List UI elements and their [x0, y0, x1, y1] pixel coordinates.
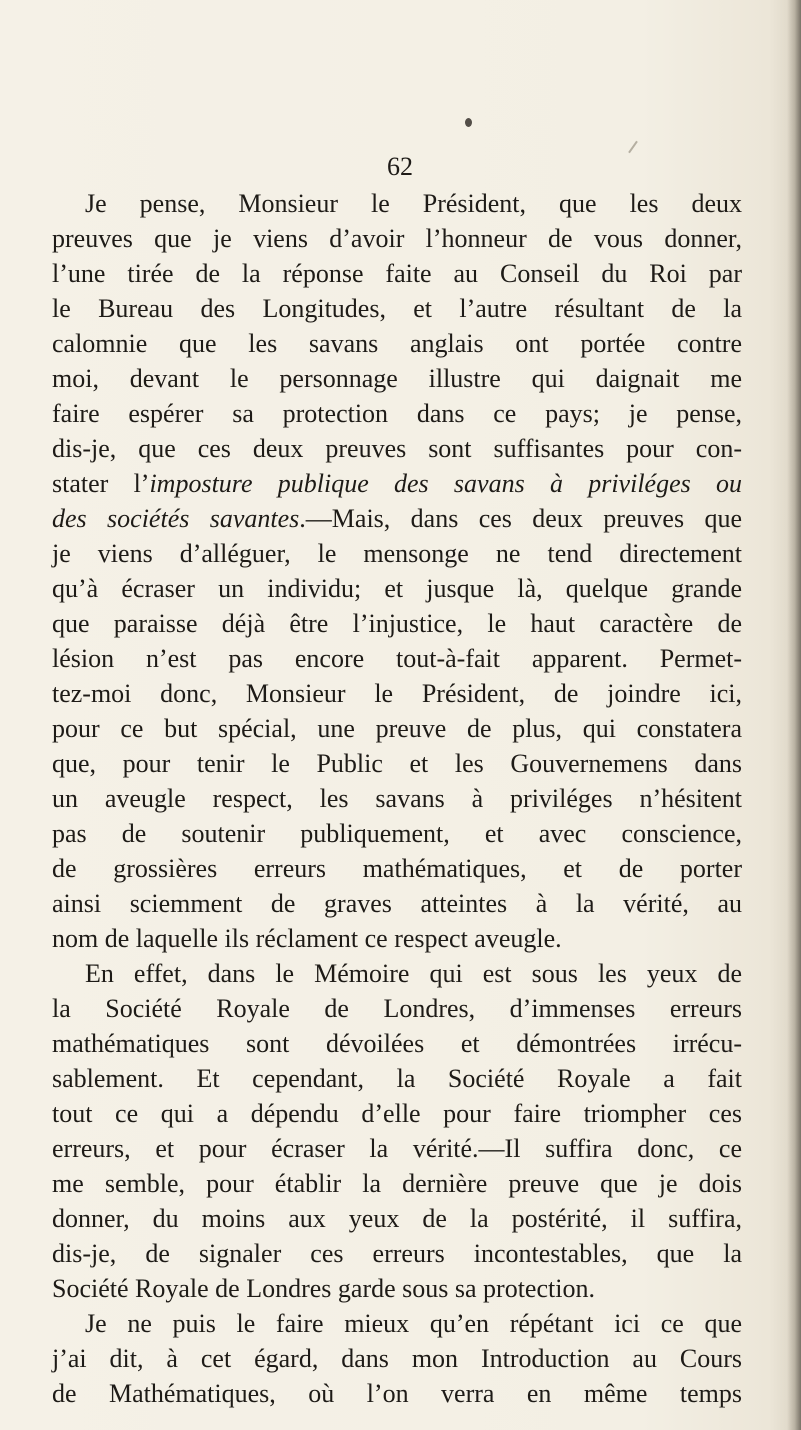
- italic-phrase: des sociétés savantes: [52, 504, 300, 533]
- text-line: que, pour tenir le Public et les Gouvernemens dans: [52, 749, 742, 778]
- text-line-mixed: [52, 466, 742, 501]
- text-line: preuves que je viens d’avoir l’honneur de vous donner,: [52, 224, 742, 253]
- text-line: me semble, pour établir la dernière preuve que je dois: [52, 1169, 742, 1198]
- text-line: pour ce but spécial, une preuve de plus, qui constatera: [52, 714, 742, 743]
- text-line: nom de laquelle ils réclament ce respect aveugle.: [52, 924, 562, 953]
- text-line: la Société Royale de Londres, d’immenses erreurs: [52, 994, 742, 1023]
- text-line: Je ne puis le faire mieux qu’en répétant ici ce que: [85, 1309, 742, 1338]
- text-line: tout ce qui a dépendu d’elle pour faire triompher ces: [52, 1099, 742, 1128]
- text-line: lésion n’est pas encore tout-à-fait apparent. Permet-: [52, 644, 742, 673]
- text-line: faire espérer sa protection dans ce pays; je pense,: [52, 399, 742, 428]
- text-line: mathématiques sont dévoilées et démontrées irrécu-: [52, 1029, 742, 1058]
- body-text: [52, 186, 742, 1411]
- text-line: En effet, dans le Mémoire qui est sous les yeux de: [85, 959, 742, 988]
- text-line: dis-je, que ces deux preuves sont suffisantes pour con-: [52, 434, 742, 463]
- text-line: tez-moi donc, Monsieur le Président, de joindre ici,: [52, 679, 742, 708]
- text-fragment: .—Mais, dans ces deux preuves que: [299, 504, 742, 533]
- text-line: moi, devant le personnage illustre qui daignait me: [52, 364, 742, 393]
- text-line: de grossières erreurs mathématiques, et de porter: [52, 854, 742, 883]
- text-line: dis-je, de signaler ces erreurs incontestables, que la: [52, 1239, 742, 1268]
- text-line: sablement. Et cependant, la Société Royale a fait: [52, 1064, 742, 1093]
- text-line: de Mathématiques, où l’on verra en même temps: [52, 1379, 742, 1408]
- page-edge-shadow: [787, 0, 801, 1430]
- pencil-mark: [628, 141, 638, 154]
- text-fragment: stater l’: [52, 469, 150, 498]
- text-line: Société Royale de Londres garde sous sa protection.: [52, 1274, 595, 1303]
- text-line: le Bureau des Longitudes, et l’autre résultant de la: [52, 294, 742, 323]
- italic-phrase: imposture publique des savans à priviléges ou: [149, 469, 743, 498]
- text-line: qu’à écraser un individu; et jusque là, quelque grande: [52, 574, 742, 603]
- page-number: 62: [387, 152, 413, 181]
- text-line: j’ai dit, à cet égard, dans mon Introduction au Cours: [52, 1344, 742, 1373]
- text-line: que paraisse déjà être l’injustice, le haut caractère de: [52, 609, 742, 638]
- text-line: pas de soutenir publiquement, et avec conscience,: [52, 819, 742, 848]
- text-line: un aveugle respect, les savans à priviléges n’hésitent: [52, 784, 742, 813]
- text-line: ainsi sciemment de graves atteintes à la vérité, au: [52, 889, 742, 918]
- ink-spot: [465, 118, 472, 127]
- text-line: je viens d’alléguer, le mensonge ne tend directement: [52, 539, 742, 568]
- text-line: calomnie que les savans anglais ont portée contre: [52, 329, 742, 358]
- text-line: erreurs, et pour écraser la vérité.—Il suffira donc, ce: [52, 1134, 742, 1163]
- text-line: Je pense, Monsieur le Président, que les deux: [85, 189, 742, 218]
- text-line: l’une tirée de la réponse faite au Conseil du Roi par: [52, 259, 742, 288]
- text-line: donner, du moins aux yeux de la postérité, il suffira,: [52, 1204, 742, 1233]
- text-line-mixed: [52, 501, 742, 536]
